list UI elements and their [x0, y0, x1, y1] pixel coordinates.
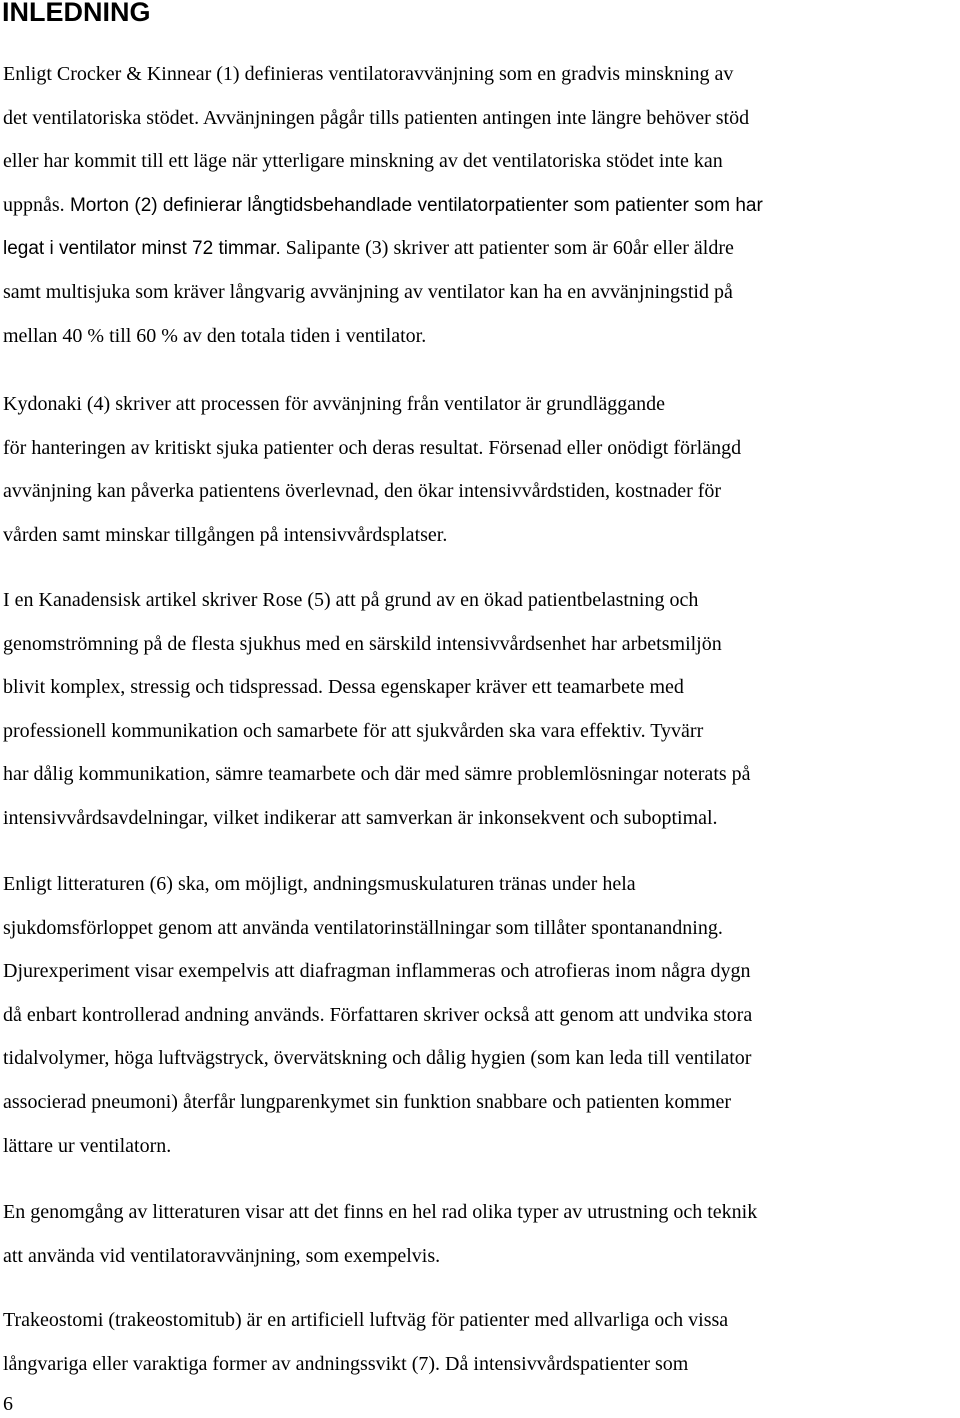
page-number: 6 [3, 1393, 13, 1415]
text-segment-sans: Morton (2) definierar långtidsbehandlade ventilatorpatienter som patienter som har [64, 194, 763, 216]
paragraph-kydonaki [3, 383, 960, 557]
paragraph-line: avvänjning kan påverka patientens överlevnad, den ökar intensivvårdstiden, kostnader för [3, 480, 722, 503]
paragraph-line: professionell kommunikation och samarbete för att sjukvården ska vara effektiv. Tyvärr [3, 719, 704, 742]
paragraph-line: långvariga eller varaktiga former av andningssvikt (7). Då intensivvårdspatienter som [3, 1352, 689, 1375]
paragraph-line: Djurexperiment visar exempelvis att diafragman inflammeras och atrofieras inom några dygn [3, 960, 751, 983]
paragraph-line: tidalvolymer, höga luftvägstryck, övervätskning och dålig hygien (som kan leda till ventilator [3, 1047, 752, 1070]
paragraph-line: genomströmning på de flesta sjukhus med en särskild intensivvårdsenhet har arbetsmiljön [3, 632, 722, 655]
paragraph-line: eller har kommit till ett läge när ytterligare minskning av det ventilatoriska stödet inte kan [3, 150, 723, 173]
paragraph-rose [3, 579, 960, 841]
paragraph-line: för hanteringen av kritiskt sjuka patienter och deras resultat. Försenad eller onödigt förlängd [3, 436, 742, 459]
paragraph-line: har dålig kommunikation, sämre teamarbete och där med sämre problemlösningar noterats på [3, 763, 751, 786]
paragraph-line: då enbart kontrollerad andning används. Författaren skriver också att genom att undvika stora [3, 1003, 753, 1026]
paragraph-literature [3, 863, 960, 1168]
paragraph-line: lättare ur ventilatorn. [3, 1134, 172, 1157]
paragraph-line: Enligt Crocker & Kinnear (1) definieras ventilatoravvänjning som en gradvis minskning av [3, 63, 734, 85]
paragraph-definitions [3, 53, 960, 358]
paragraph-review [3, 1191, 960, 1278]
paragraph-line: I en Kanadensisk artikel skriver Rose (5) att på grund av en ökad patientbelastning och [3, 589, 699, 611]
paragraph-line: det ventilatoriska stödet. Avvänjningen pågår tills patienten antingen inte längre behöver stöd [3, 106, 750, 129]
paragraph-line: Kydonaki (4) skriver att processen för avvänjning från ventilator är grundläggande [3, 393, 665, 415]
paragraph-line: Trakeostomi (trakeostomitub) är en artificiell luftväg för patienter med allvarliga och vissa [3, 1309, 729, 1331]
text-segment: uppnås. [3, 193, 65, 216]
paragraph-line: intensivvårdsavdelningar, vilket indikerar att samverkan är inkonsekvent och suboptimal. [3, 806, 718, 829]
text-segment-sans: legat i ventilator minst 72 timmar. [3, 238, 281, 260]
paragraph-line: En genomgång av litteraturen visar att det finns en hel rad olika typer av utrustning och teknik [3, 1201, 758, 1223]
paragraph-line: samt multisjuka som kräver långvarig avvänjning av ventilator kan ha en avvänjningstid på [3, 280, 733, 303]
paragraph-tracheostomy [3, 1299, 960, 1386]
paragraph-line: Enligt litteraturen (6) ska, om möjligt, andningsmuskulaturen tränas under hela [3, 873, 636, 895]
paragraph-line: att använda vid ventilatoravvänjning, som exempelvis. [3, 1244, 441, 1267]
text-segment: Salipante (3) skriver att patienter som är 60år eller äldre [280, 237, 734, 260]
paragraph-line: mellan 40 % till 60 % av den totala tiden i ventilator. [3, 324, 427, 347]
paragraph-line: vården samt minskar tillgången på intensivvårdsplatser. [3, 523, 448, 546]
paragraph-line-mixed [3, 184, 960, 228]
paragraph-line: blivit komplex, stressig och tidspressad. Dessa egenskaper kräver ett teamarbete med [3, 676, 684, 699]
paragraph-line: associerad pneumoni) återfår lungparenkymet sin funktion snabbare och patienten kommer [3, 1090, 732, 1113]
paragraph-line: sjukdomsförloppet genom att använda ventilatorinställningar som tillåter spontanandning. [3, 916, 723, 939]
paragraph-line-mixed [3, 227, 960, 271]
section-heading: INLEDNING [2, 0, 151, 27]
